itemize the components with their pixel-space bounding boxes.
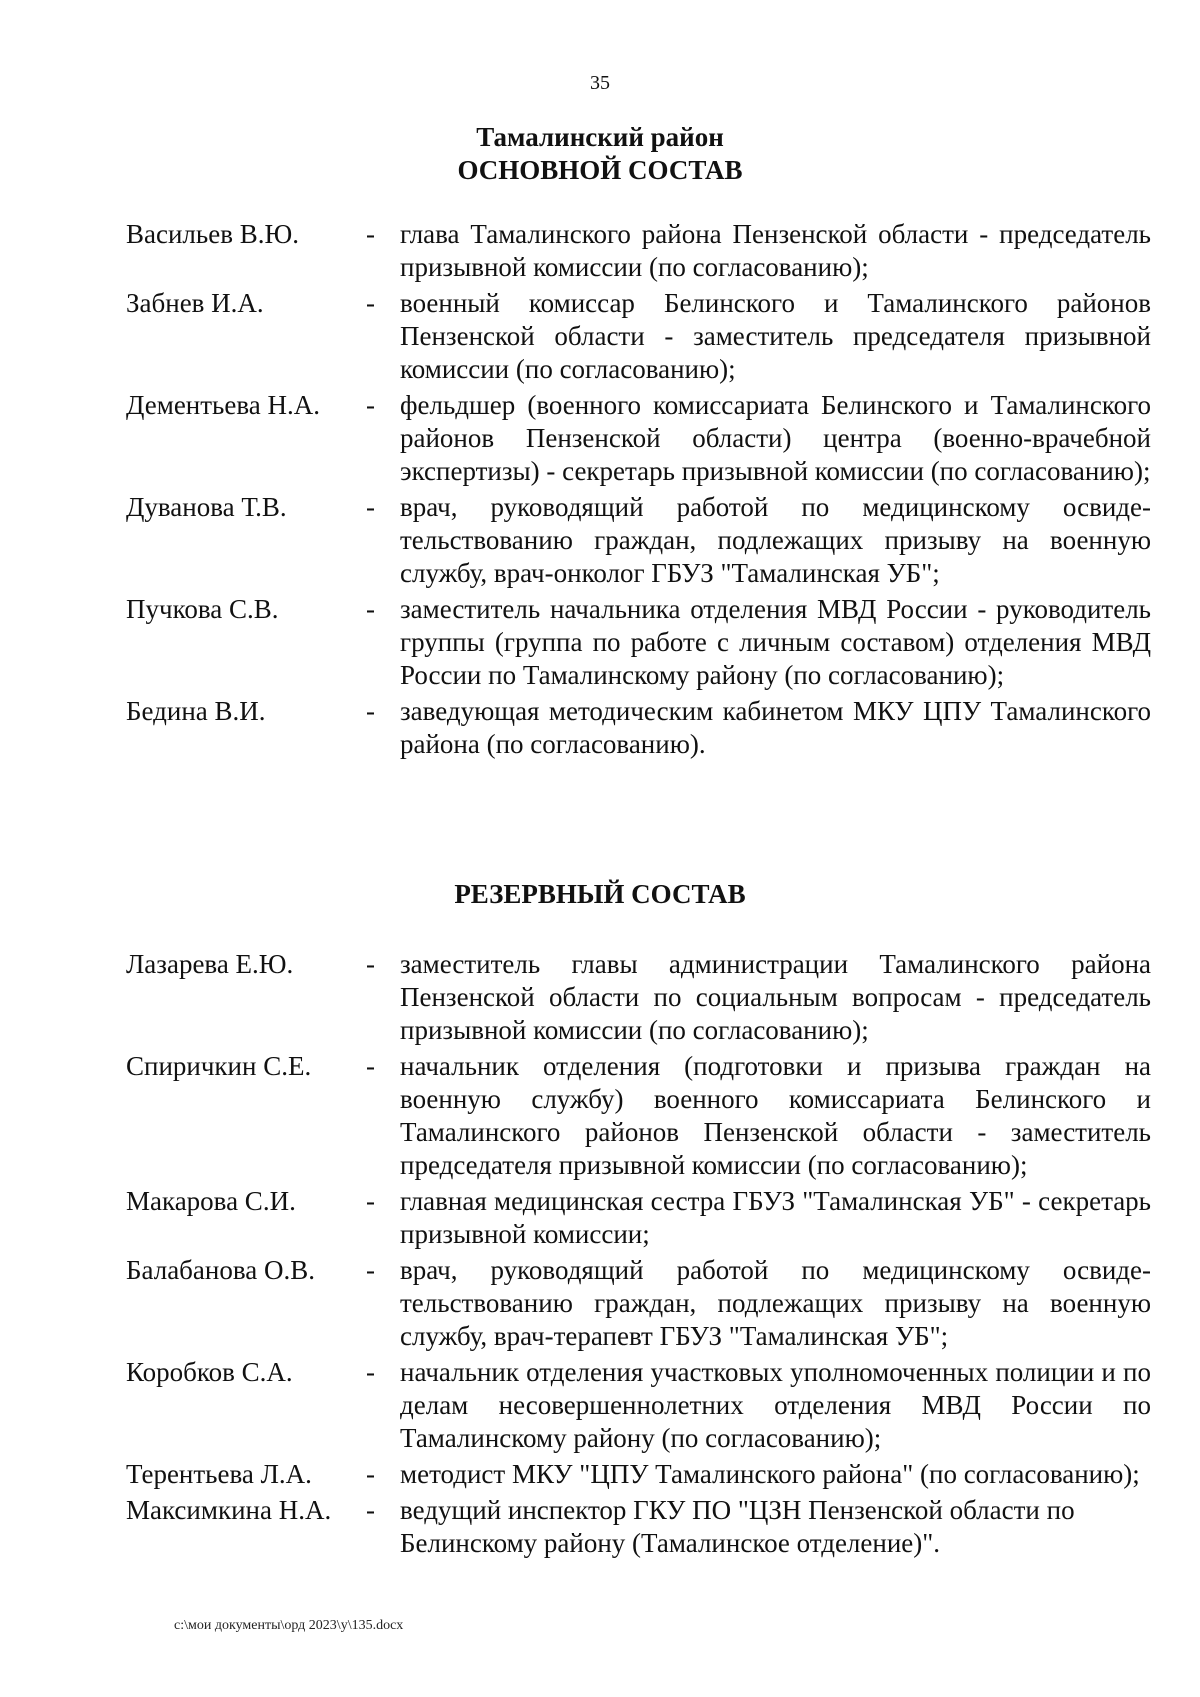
member-role: врач, руководящий работой по медицинскому освидетельствованию граждан, подлежащих призыву на военную службу, врач-онколог ГБУЗ "Тамалинская УБ";: [400, 492, 1151, 588]
member-row: [126, 593, 1151, 692]
member-name: Спиричкин С.Е.: [126, 1051, 312, 1081]
member-row: [126, 1494, 1151, 1560]
member-row: [126, 491, 1151, 590]
member-dash: -: [366, 1459, 375, 1489]
member-dash: -: [366, 696, 375, 726]
member-dash: -: [366, 1186, 375, 1216]
member-dash: -: [366, 949, 375, 979]
member-dash: -: [366, 594, 375, 624]
member-name: Дуванова Т.В.: [126, 492, 287, 522]
member-name: Васильев В.Ю.: [126, 219, 299, 249]
member-row: [126, 287, 1151, 386]
member-dash: -: [366, 492, 375, 522]
member-name: Дементьева Н.А.: [126, 390, 320, 420]
member-row: [126, 1254, 1151, 1353]
member-name: Лазарева Е.Ю.: [126, 949, 294, 979]
member-row: [126, 218, 1151, 284]
member-row: [126, 1356, 1151, 1455]
member-dash: -: [366, 1255, 375, 1285]
member-row: [126, 1185, 1151, 1251]
member-role: военный комиссар Белинского и Тамалинского районов Пензенской области - заместитель председателя призывной комиссии (по согласованию);: [400, 288, 1151, 384]
member-dash: -: [366, 288, 375, 318]
main-members-list: [126, 218, 1151, 761]
member-dash: -: [366, 1051, 375, 1081]
member-dash: -: [366, 390, 375, 420]
member-role: заместитель главы администрации Тамалинского района Пензенской области по социальным вопросам - председатель призывной комиссии (по согласованию);: [400, 949, 1151, 1045]
page-number: 35: [590, 72, 610, 94]
member-role: начальник отделения (подготовки и призыва граждан на военную службу) военного комиссариата Белинского и Тамалинского районов Пензенской области - заместитель председателя призывной комиссии (по согласованию);: [400, 1051, 1151, 1180]
member-role: заместитель начальника отделения МВД России - руководитель группы (группа по работе с личным составом) отделения МВД России по Тамалинскому району (по согласованию);: [400, 594, 1151, 690]
reserve-composition-title: РЕЗЕРВНЫЙ СОСТАВ: [454, 879, 746, 909]
member-name: Бедина В.И.: [126, 696, 266, 726]
member-name: Балабанова О.В.: [126, 1255, 315, 1285]
member-row: [126, 1050, 1151, 1182]
file-path-footer: c:\мои документы\орд 2023\у\135.docx: [174, 1618, 404, 1633]
member-role: врач, руководящий работой по медицинскому освидетельствованию граждан, подлежащих призыву на военную службу, врач-терапевт ГБУЗ "Тамалинская УБ";: [400, 1255, 1151, 1351]
member-name: Пучкова С.В.: [126, 594, 279, 624]
member-name: Коробков С.А.: [126, 1357, 293, 1387]
member-role: глава Тамалинского района Пензенской области - председатель призывной комиссии (по согласованию);: [400, 219, 1151, 282]
member-name: Максимкина Н.А.: [126, 1495, 332, 1525]
member-name: Забнев И.А.: [126, 288, 264, 318]
member-row: [126, 948, 1151, 1047]
member-row: [126, 389, 1151, 488]
member-role: начальник отделения участковых уполномоченных полиции и по делам несовершеннолетних отделения МВД России по Тамалинскому району (по согласованию);: [400, 1357, 1151, 1453]
district-title: Тамалинский район: [476, 122, 724, 152]
member-role: фельдшер (военного комиссариата Белинского и Тамалинского районов Пензенской области) центра (военно-врачебной экспертизы) - секретарь призывной комиссии (по согласованию);: [400, 390, 1151, 486]
member-dash: -: [366, 1357, 375, 1387]
member-name: Терентьева Л.А.: [126, 1459, 312, 1489]
member-row: [126, 695, 1151, 761]
member-role: заведующая методическим кабинетом МКУ ЦПУ Тамалинского района (по согласованию).: [400, 696, 1151, 759]
member-role: ведущий инспектор ГКУ ПО "ЦЗН Пензенской области по Белинскому району (Тамалинское отделение)".: [400, 1495, 1075, 1558]
reserve-members-list: [126, 948, 1151, 1560]
member-dash: -: [366, 1495, 375, 1525]
member-dash: -: [366, 219, 375, 249]
main-composition-title: ОСНОВНОЙ СОСТАВ: [457, 155, 743, 185]
member-role: главная медицинская сестра ГБУЗ "Тамалинская УБ" - секретарь призывной комиссии;: [400, 1186, 1151, 1249]
member-role: методист МКУ "ЦПУ Тамалинского района" (по согласованию);: [400, 1459, 1140, 1489]
member-name: Макарова С.И.: [126, 1186, 296, 1216]
member-row: [126, 1458, 1151, 1491]
